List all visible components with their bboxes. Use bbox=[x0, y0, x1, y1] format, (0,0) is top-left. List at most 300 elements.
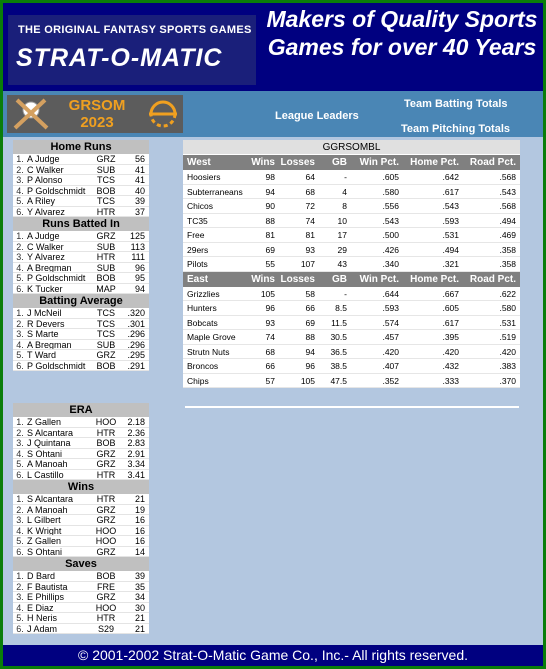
nav-bar bbox=[3, 91, 543, 137]
team-name[interactable]: Grizzlies bbox=[187, 288, 220, 299]
leader-row[interactable] bbox=[13, 526, 149, 537]
team-home-pct: .494 bbox=[442, 244, 459, 255]
team-gb: 8.5 bbox=[335, 303, 347, 313]
team-abbr: GRZ bbox=[96, 592, 116, 602]
team-abbr: MAP bbox=[96, 283, 116, 294]
home-runs-title: Home Runs bbox=[13, 140, 149, 154]
team-abbr: SUB bbox=[96, 262, 116, 273]
leader-row[interactable] bbox=[13, 242, 149, 253]
batting-leaders-panel bbox=[13, 140, 149, 371]
leader-rank: 1. bbox=[16, 417, 24, 427]
player-name[interactable]: S Marte bbox=[27, 329, 59, 339]
stat-value: 21 bbox=[134, 613, 145, 623]
team-road-pct: .494 bbox=[499, 215, 516, 226]
team-wins: 55 bbox=[265, 259, 275, 269]
league-badge-year: 2023 bbox=[80, 114, 114, 131]
leader-row[interactable] bbox=[13, 329, 149, 340]
team-abbr: HTR bbox=[96, 252, 116, 262]
team-abbr: HOO bbox=[95, 602, 117, 613]
player-name[interactable]: E Diaz bbox=[27, 602, 54, 612]
team-wins: 88 bbox=[265, 215, 275, 226]
rbi-list bbox=[13, 231, 149, 294]
team-win-pct: .556 bbox=[382, 201, 399, 211]
player-name[interactable]: J Quintana bbox=[27, 438, 71, 448]
division-name: West bbox=[187, 157, 211, 168]
leader-rank: 4. bbox=[16, 339, 24, 350]
leader-rank: 3. bbox=[16, 329, 24, 339]
league-badge-name: GRSOM bbox=[68, 97, 126, 114]
team-abbr: GRZ bbox=[96, 515, 116, 525]
team-home-pct: .667 bbox=[442, 288, 459, 299]
leader-rank: 5. bbox=[16, 350, 24, 360]
batting-average-title: Batting Average bbox=[13, 294, 149, 308]
leader-row[interactable] bbox=[13, 536, 149, 547]
leader-row[interactable] bbox=[13, 154, 149, 165]
leader-rank: 2. bbox=[16, 318, 24, 329]
team-batting-totals-link[interactable]: Team Batting Totals bbox=[404, 98, 508, 110]
team-losses: 74 bbox=[305, 215, 315, 226]
team-abbr: HTR bbox=[96, 494, 116, 504]
wins-title: Wins bbox=[13, 480, 149, 494]
stat-value: 39 bbox=[134, 196, 145, 206]
player-name[interactable]: Y Alvarez bbox=[27, 206, 65, 216]
logo-tagline: THE ORIGINAL FANTASY SPORTS GAMES bbox=[18, 24, 252, 36]
team-abbr: HTR bbox=[96, 206, 116, 217]
standings-row[interactable] bbox=[183, 301, 520, 316]
wins-list bbox=[13, 494, 149, 557]
leader-row[interactable] bbox=[13, 175, 149, 186]
league-badge-text bbox=[67, 97, 127, 131]
leader-row[interactable] bbox=[13, 470, 149, 481]
standings-row[interactable] bbox=[183, 228, 520, 243]
team-wins: 66 bbox=[265, 361, 275, 371]
leader-row[interactable] bbox=[13, 571, 149, 582]
team-wins: 96 bbox=[265, 303, 275, 313]
team-wins: 90 bbox=[265, 201, 275, 211]
player-name[interactable]: A Manoah bbox=[27, 504, 68, 514]
team-wins: 74 bbox=[265, 332, 275, 342]
player-name[interactable]: K Wright bbox=[27, 525, 62, 535]
team-home-pct: .420 bbox=[442, 346, 459, 357]
leader-row[interactable] bbox=[13, 319, 149, 330]
leader-rank: 2. bbox=[16, 164, 24, 175]
team-name[interactable]: Maple Grove bbox=[187, 332, 236, 342]
standings-row[interactable] bbox=[183, 374, 520, 389]
stat-value: 30 bbox=[134, 602, 145, 613]
team-gb: 4 bbox=[342, 186, 347, 197]
standings-row[interactable] bbox=[183, 359, 520, 374]
team-abbr: TCS bbox=[97, 329, 115, 339]
leader-rank: 1. bbox=[16, 308, 24, 318]
leader-row[interactable] bbox=[13, 449, 149, 460]
player-name[interactable]: D Bard bbox=[27, 571, 56, 581]
player-name[interactable]: C Walker bbox=[27, 241, 64, 251]
team-abbr: GRZ bbox=[96, 459, 116, 469]
team-abbr: GRZ bbox=[96, 231, 116, 241]
team-wins: 81 bbox=[265, 230, 275, 240]
copyright-footer: © 2001-2002 Strat-O-Matic Game Co., Inc.- All rights reserved. bbox=[3, 645, 543, 666]
stat-value: 2.91 bbox=[127, 448, 145, 459]
leader-rank: 1. bbox=[16, 154, 24, 164]
team-gb: 38.5 bbox=[330, 361, 347, 371]
standings-row[interactable] bbox=[183, 214, 520, 229]
team-name[interactable]: Pilots bbox=[187, 259, 208, 269]
team-abbr: BOB bbox=[96, 438, 116, 448]
leader-rank: 6. bbox=[16, 623, 24, 634]
player-name[interactable]: Z Gallen bbox=[27, 417, 62, 427]
player-name[interactable]: R Devers bbox=[27, 318, 65, 328]
column-header-wins: Wins bbox=[251, 157, 275, 168]
team-losses: 68 bbox=[305, 186, 315, 197]
team-gb: 17 bbox=[337, 230, 347, 240]
leader-row[interactable] bbox=[13, 361, 149, 372]
team-road-pct: .358 bbox=[499, 244, 516, 255]
leader-rank: 4. bbox=[16, 185, 24, 196]
stat-value: .320 bbox=[127, 308, 145, 318]
team-gb: 47.5 bbox=[330, 375, 347, 386]
team-name[interactable]: Broncos bbox=[187, 361, 219, 371]
leader-row[interactable] bbox=[13, 547, 149, 558]
column-header-losses: Losses bbox=[280, 157, 315, 168]
leader-row[interactable] bbox=[13, 438, 149, 449]
stat-value: 2.83 bbox=[127, 438, 145, 448]
leader-row[interactable] bbox=[13, 505, 149, 516]
leader-rank: 3. bbox=[16, 515, 24, 525]
team-gb: 36.5 bbox=[330, 346, 347, 357]
team-road-pct: .543 bbox=[499, 186, 516, 197]
player-name[interactable]: C Walker bbox=[27, 164, 64, 174]
team-home-pct: .593 bbox=[442, 215, 459, 226]
leader-rank: 3. bbox=[16, 175, 24, 185]
team-win-pct: .605 bbox=[382, 172, 399, 182]
strat-o-matic-logo[interactable] bbox=[8, 15, 256, 85]
leader-rank: 6. bbox=[16, 283, 24, 294]
player-name[interactable]: J Adam bbox=[27, 623, 58, 633]
team-road-pct: .358 bbox=[499, 259, 516, 269]
leader-rank: 1. bbox=[16, 494, 24, 504]
team-win-pct: .500 bbox=[382, 230, 399, 240]
leader-rank: 4. bbox=[16, 448, 24, 459]
saves-list bbox=[13, 571, 149, 634]
column-header-road-pct: Road Pct. bbox=[469, 273, 516, 285]
player-name[interactable]: Z Gallen bbox=[27, 536, 62, 546]
leader-row[interactable] bbox=[13, 428, 149, 439]
team-gb: - bbox=[344, 288, 347, 299]
team-home-pct: .605 bbox=[442, 303, 459, 313]
standings-row[interactable] bbox=[183, 243, 520, 258]
team-name[interactable]: Hoosiers bbox=[187, 172, 221, 182]
team-name[interactable]: Subterraneans bbox=[187, 186, 243, 197]
league-badge[interactable] bbox=[7, 95, 183, 133]
team-home-pct: .432 bbox=[442, 361, 459, 371]
leader-rank: 5. bbox=[16, 459, 24, 469]
saves-title: Saves bbox=[13, 557, 149, 571]
team-home-pct: .321 bbox=[442, 259, 459, 269]
leader-row[interactable] bbox=[13, 417, 149, 428]
leader-rank: 5. bbox=[16, 536, 24, 546]
team-wins: 105 bbox=[260, 288, 275, 299]
swirl-logo-icon bbox=[147, 100, 179, 128]
leader-row[interactable] bbox=[13, 284, 149, 295]
player-name[interactable]: P Goldschmidt bbox=[27, 185, 86, 195]
team-road-pct: .568 bbox=[499, 172, 516, 182]
player-name[interactable]: P Goldschmidt bbox=[27, 273, 86, 283]
player-name[interactable]: L Castillo bbox=[27, 469, 64, 479]
leader-rank: 6. bbox=[16, 360, 24, 371]
stat-value: 113 bbox=[130, 241, 145, 252]
team-win-pct: .543 bbox=[382, 215, 399, 226]
team-name[interactable]: 29ers bbox=[187, 244, 209, 255]
team-name[interactable]: Strutn Nuts bbox=[187, 346, 230, 357]
leader-row[interactable] bbox=[13, 252, 149, 263]
leader-row[interactable] bbox=[13, 340, 149, 351]
stat-value: .296 bbox=[127, 339, 145, 350]
header bbox=[3, 3, 543, 91]
column-header-gb: GB bbox=[332, 273, 347, 285]
team-abbr: TCS bbox=[97, 175, 115, 185]
leader-row[interactable] bbox=[13, 515, 149, 526]
standings-row[interactable] bbox=[183, 345, 520, 360]
stat-value: 16 bbox=[134, 515, 145, 525]
stat-value: .301 bbox=[127, 318, 145, 329]
player-name[interactable]: J McNeil bbox=[27, 308, 62, 318]
team-name[interactable]: Chicos bbox=[187, 201, 213, 211]
leader-row[interactable] bbox=[13, 165, 149, 176]
team-name[interactable]: Chips bbox=[187, 375, 209, 386]
logo-wordmark: STRAT-O-MATIC bbox=[16, 44, 223, 72]
stat-value: 14 bbox=[134, 546, 145, 557]
leader-rank: 2. bbox=[16, 427, 24, 438]
team-road-pct: .622 bbox=[499, 288, 516, 299]
team-win-pct: .340 bbox=[382, 259, 399, 269]
team-home-pct: .617 bbox=[442, 186, 459, 197]
team-abbr: HTR bbox=[96, 613, 116, 623]
team-wins: 69 bbox=[265, 244, 275, 255]
stat-value: 21 bbox=[134, 623, 145, 634]
player-name[interactable]: A Bregman bbox=[27, 262, 72, 272]
page-frame bbox=[3, 3, 543, 666]
team-abbr: SUB bbox=[96, 164, 116, 175]
stat-value: .291 bbox=[127, 360, 145, 371]
team-abbr: BOB bbox=[96, 571, 116, 581]
team-abbr: GRZ bbox=[96, 504, 116, 515]
standings-table bbox=[183, 140, 520, 388]
team-abbr: FRE bbox=[97, 581, 115, 592]
stat-value: 2.36 bbox=[127, 427, 145, 438]
stat-value: 35 bbox=[134, 581, 145, 592]
team-home-pct: .531 bbox=[442, 230, 459, 240]
team-name[interactable]: TC35 bbox=[187, 215, 208, 226]
standings-row[interactable] bbox=[183, 170, 520, 185]
league-leaders-link[interactable]: League Leaders bbox=[275, 110, 359, 122]
player-name[interactable]: P Alonso bbox=[27, 175, 63, 185]
player-name[interactable]: E Phillips bbox=[27, 592, 65, 602]
leader-rank: 2. bbox=[16, 504, 24, 515]
leader-rank: 2. bbox=[16, 241, 24, 252]
team-gb: 29 bbox=[337, 244, 347, 255]
team-abbr: GRZ bbox=[96, 154, 116, 164]
leader-row[interactable] bbox=[13, 273, 149, 284]
leader-row[interactable] bbox=[13, 231, 149, 242]
standings-body bbox=[183, 155, 520, 388]
player-name[interactable]: Y Alvarez bbox=[27, 252, 65, 262]
leader-rank: 5. bbox=[16, 613, 24, 623]
player-name[interactable]: T Ward bbox=[27, 350, 57, 360]
team-win-pct: .426 bbox=[382, 244, 399, 255]
column-header-home-pct: Home Pct. bbox=[410, 273, 459, 285]
leader-row[interactable] bbox=[13, 613, 149, 624]
leader-rank: 3. bbox=[16, 252, 24, 262]
standings-row[interactable] bbox=[183, 257, 520, 272]
team-win-pct: .574 bbox=[382, 317, 399, 328]
team-home-pct: .617 bbox=[442, 317, 459, 328]
player-name[interactable]: P Goldschmidt bbox=[27, 360, 86, 370]
stat-value: 41 bbox=[134, 164, 145, 175]
team-gb: 11.5 bbox=[331, 317, 347, 328]
era-list bbox=[13, 417, 149, 480]
player-name[interactable]: A Judge bbox=[27, 231, 60, 241]
team-losses: 88 bbox=[305, 332, 315, 342]
team-win-pct: .644 bbox=[382, 288, 399, 299]
stat-value: 41 bbox=[134, 175, 145, 185]
stat-value: 125 bbox=[129, 231, 145, 241]
leader-rank: 6. bbox=[16, 469, 24, 480]
leader-row[interactable] bbox=[13, 459, 149, 470]
team-abbr: BOB bbox=[96, 360, 116, 371]
player-name[interactable]: S Alcantara bbox=[27, 427, 74, 437]
leader-row[interactable] bbox=[13, 308, 149, 319]
team-name[interactable]: Bobcats bbox=[187, 317, 218, 328]
team-win-pct: .352 bbox=[382, 375, 399, 386]
team-road-pct: .420 bbox=[499, 346, 516, 357]
team-road-pct: .568 bbox=[499, 201, 516, 211]
team-abbr: HOO bbox=[95, 525, 117, 536]
team-abbr: TCS bbox=[97, 318, 115, 329]
leader-rank: 3. bbox=[16, 438, 24, 448]
division-header bbox=[183, 272, 520, 287]
team-abbr: HOO bbox=[95, 417, 117, 427]
stat-value: 34 bbox=[134, 592, 145, 602]
leader-rank: 4. bbox=[16, 602, 24, 613]
team-abbr: SUB bbox=[96, 339, 116, 350]
stat-value: 21 bbox=[134, 494, 145, 504]
stat-value: 39 bbox=[134, 571, 145, 581]
player-name[interactable]: A Riley bbox=[27, 196, 56, 206]
leader-row[interactable] bbox=[13, 350, 149, 361]
player-name[interactable]: S Ohtani bbox=[27, 448, 63, 458]
standings-row[interactable] bbox=[183, 185, 520, 200]
stat-value: 3.34 bbox=[127, 459, 145, 469]
team-gb: - bbox=[344, 172, 347, 182]
stat-value: 3.41 bbox=[127, 469, 145, 480]
stat-value: 96 bbox=[134, 262, 145, 273]
team-gb: 43 bbox=[337, 259, 347, 269]
stat-value: 56 bbox=[134, 154, 145, 164]
standings-row[interactable] bbox=[183, 287, 520, 302]
team-home-pct: .543 bbox=[442, 201, 459, 211]
section-divider bbox=[185, 406, 519, 408]
team-losses: 105 bbox=[300, 375, 315, 386]
team-losses: 66 bbox=[305, 303, 315, 313]
leader-row[interactable] bbox=[13, 592, 149, 603]
stat-value: .296 bbox=[127, 329, 145, 339]
standings-row[interactable] bbox=[183, 330, 520, 345]
division-name: East bbox=[187, 273, 209, 285]
player-name[interactable]: S Alcantara bbox=[27, 494, 74, 504]
leader-row[interactable] bbox=[13, 582, 149, 593]
team-abbr: BOB bbox=[96, 273, 116, 283]
player-name[interactable]: A Bregman bbox=[27, 339, 72, 349]
leader-row[interactable] bbox=[13, 196, 149, 207]
team-win-pct: .593 bbox=[382, 303, 399, 313]
team-win-pct: .420 bbox=[382, 346, 399, 357]
team-road-pct: .383 bbox=[499, 361, 516, 371]
stat-value: 16 bbox=[134, 525, 145, 536]
player-name[interactable]: A Judge bbox=[27, 154, 60, 164]
leader-rank: 1. bbox=[16, 571, 24, 581]
team-wins: 57 bbox=[265, 375, 275, 386]
standings-row[interactable] bbox=[183, 199, 520, 214]
leader-row[interactable] bbox=[13, 207, 149, 218]
leader-row[interactable] bbox=[13, 603, 149, 614]
standings-title: GGRSOMBL bbox=[183, 140, 520, 155]
stat-value: .295 bbox=[127, 350, 145, 360]
player-name[interactable]: F Bautista bbox=[27, 581, 68, 591]
team-gb: 30.5 bbox=[330, 332, 347, 342]
stat-value: 111 bbox=[131, 252, 145, 262]
team-road-pct: .580 bbox=[499, 303, 516, 313]
leader-rank: 1. bbox=[16, 231, 24, 241]
stat-value: 2.18 bbox=[127, 417, 145, 427]
leader-rank: 6. bbox=[16, 546, 24, 557]
team-pitching-totals-link[interactable]: Team Pitching Totals bbox=[401, 123, 510, 135]
leader-row[interactable] bbox=[13, 624, 149, 635]
team-win-pct: .457 bbox=[382, 332, 399, 342]
team-wins: 68 bbox=[265, 346, 275, 357]
batting-average-list bbox=[13, 308, 149, 371]
rbi-title: Runs Batted In bbox=[13, 217, 149, 231]
team-road-pct: .531 bbox=[499, 317, 516, 328]
team-gb: 8 bbox=[342, 201, 347, 211]
leader-rank: 4. bbox=[16, 525, 24, 536]
team-road-pct: .519 bbox=[499, 332, 516, 342]
team-name[interactable]: Free bbox=[187, 230, 205, 240]
team-losses: 96 bbox=[305, 361, 315, 371]
player-name[interactable]: L Gilbert bbox=[27, 515, 61, 525]
leader-row[interactable] bbox=[13, 186, 149, 197]
player-name[interactable]: K Tucker bbox=[27, 283, 63, 293]
column-header-gb: GB bbox=[332, 157, 347, 168]
site-tagline: Makers of Quality Sports Games for over 40 Years bbox=[266, 6, 538, 60]
team-losses: 94 bbox=[305, 346, 315, 357]
home-runs-list bbox=[13, 154, 149, 217]
player-name[interactable]: A Manoah bbox=[27, 459, 68, 469]
player-name[interactable]: H Neris bbox=[27, 613, 58, 623]
team-losses: 58 bbox=[305, 288, 315, 299]
leader-row[interactable] bbox=[13, 494, 149, 505]
player-name[interactable]: S Ohtani bbox=[27, 546, 63, 556]
column-header-road-pct: Road Pct. bbox=[469, 157, 516, 168]
leader-rank: 4. bbox=[16, 262, 24, 273]
column-header-win-pct: Win Pct. bbox=[359, 157, 399, 168]
standings-row[interactable] bbox=[183, 316, 520, 331]
team-name[interactable]: Hunters bbox=[187, 303, 217, 313]
pitching-leaders-panel bbox=[13, 403, 149, 634]
team-losses: 81 bbox=[305, 230, 315, 240]
team-abbr: GRZ bbox=[96, 350, 116, 360]
leader-row[interactable] bbox=[13, 263, 149, 274]
column-header-win-pct: Win Pct. bbox=[359, 273, 399, 285]
